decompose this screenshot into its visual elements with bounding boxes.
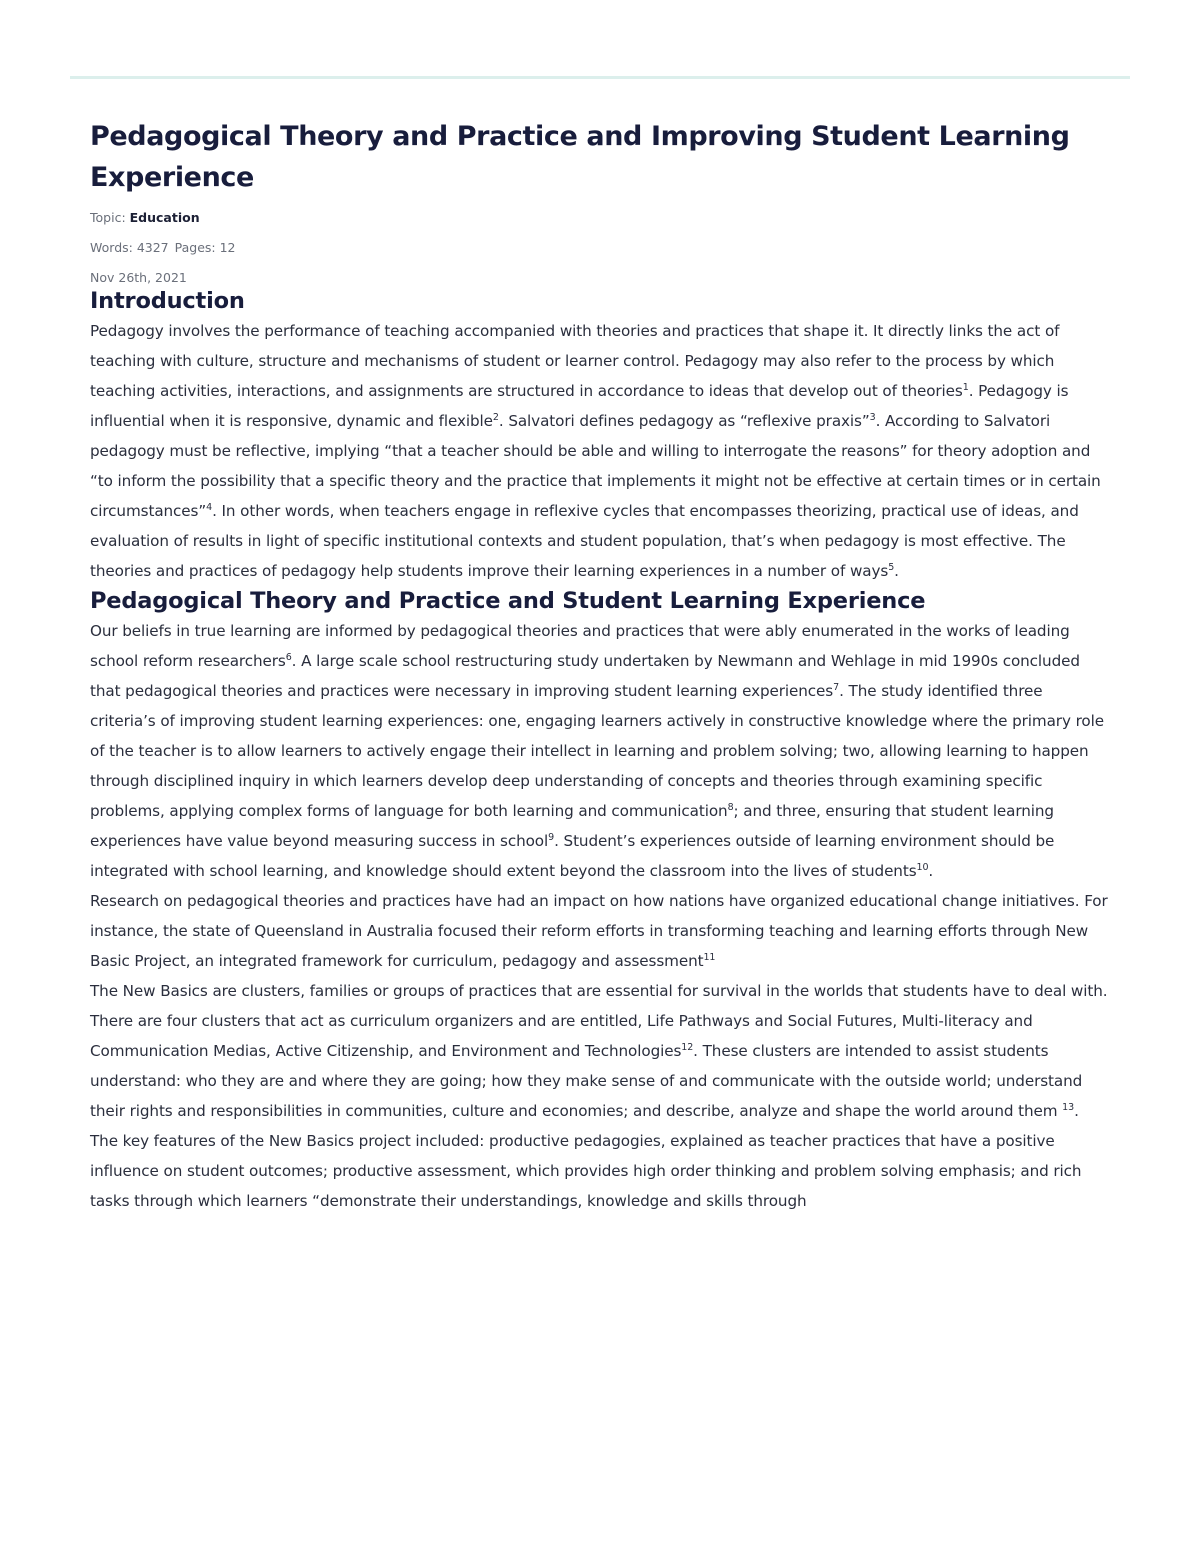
- word-page-count: [90, 240, 1112, 256]
- paragraph: The key features of the New Basics project included: productive pedagogies, explained as teacher practices that have a positive influence on student outcomes; productive assessment, which provides high order thinking and problem solving emphasis; and rich tasks through which learners “demonstrate their understandings, knowledge and skills through: [90, 1132, 1082, 1210]
- top-divider: [70, 76, 1130, 79]
- footnote-ref[interactable]: 12: [681, 1042, 694, 1053]
- footnote-ref[interactable]: 3: [869, 412, 876, 423]
- footnote-ref[interactable]: 9: [548, 832, 555, 843]
- paragraph: The New Basics are clusters, families or groups of practices that are essential for survival in the worlds that students have to deal with. There are four clusters that act as curriculum organizers and are entitled, Life Pathways and Social Futures, Multi-literacy and Communication Medias, Active Citizenship, and Environment and Technologies$^{12}$. These clusters are intended to assist students understand: who they are and where they are going; how they make sense of and communicate with the outside world; understand their rights and responsibilities in communities, culture and economies; and describe, analyze and shape the world around them $^{13}$.: [90, 982, 1108, 1120]
- paragraph: Our beliefs in true learning are informed by pedagogical theories and practices that were ably enumerated in the works of leading school reform researchers$^6$. A large scale school restructuring study undertaken by Newmann and Wehlage in mid 1990s concluded that pedagogical theories and practices were necessary in improving student learning experiences$^7$. The study identified three criteria’s of improving student learning experiences: one, engaging learners actively in constructive knowledge where the primary role of the teacher is to allow learners to actively engage their intellect in learning and problem solving; two, allowing learning to happen through disciplined inquiry in which learners develop deep understanding of concepts and theories through examining specific problems, applying complex forms of language for both learning and communication$^8$; and three, ensuring that student learning experiences have value beyond measuring success in school$^9$. Student’s experiences outside of learning environment should be integrated with school learning, and knowledge should extent beyond the classroom into the lives of students$^{10}$.: [90, 622, 1104, 880]
- page-count: Pages: 12: [174, 240, 236, 255]
- topic-value[interactable]: Education: [129, 210, 200, 225]
- topic-label: Topic:: [90, 210, 126, 225]
- section-heading-theory-practice: Pedagogical Theory and Practice and Student Learning Experience: [90, 588, 926, 614]
- footnote-ref[interactable]: 6: [285, 652, 292, 663]
- footnote-ref[interactable]: 13: [1062, 1102, 1075, 1113]
- word-count: Words: 4327: [90, 240, 169, 255]
- topic-line: [90, 210, 1112, 226]
- document-title: Pedagogical Theory and Practice and Improving Student Learning Experience: [90, 121, 1070, 193]
- footnote-ref[interactable]: 1: [962, 382, 969, 393]
- footnote-ref[interactable]: 10: [916, 862, 929, 873]
- document-body: [90, 116, 1112, 1216]
- footnote-ref[interactable]: 8: [727, 802, 734, 813]
- footnote-ref[interactable]: 11: [703, 952, 716, 963]
- section-heading-introduction: Introduction: [90, 288, 245, 314]
- footnote-ref[interactable]: 5: [888, 562, 895, 573]
- footnote-ref[interactable]: 4: [206, 502, 213, 513]
- publish-date: Nov 26th, 2021: [90, 270, 187, 285]
- footnote-ref[interactable]: 7: [833, 682, 840, 693]
- paragraph: Pedagogy involves the performance of teaching accompanied with theories and practices that shape it. It directly links the act of teaching with culture, structure and mechanisms of student or learner control. Pedagogy may also refer to the process by which teaching activities, interactions, and assignments are structured in accordance to ideas that develop out of theories$^1$. Pedagogy is influential when it is responsive, dynamic and flexible$^2$. Salvatori defines pedagogy as “reflexive praxis”$^3$. According to Salvatori pedagogy must be reflective, implying “that a teacher should be able and willing to interrogate the reasons” for theory adoption and “to inform the possibility that a specific theory and the practice that implements it might not be effective at certain times or in certain circumstances”$^4$. In other words, when teachers engage in reflexive cycles that encompasses theorizing, practical use of ideas, and evaluation of results in light of specific institutional contexts and student population, that’s when pedagogy is most effective. The theories and practices of pedagogy help students improve their learning experiences in a number of ways$^5$.: [90, 322, 1101, 580]
- paragraph: Research on pedagogical theories and practices have had an impact on how nations have organized educational change initiatives. For instance, the state of Queensland in Australia focused their reform efforts in transforming teaching and learning efforts through New Basic Project, an integrated framework for curriculum, pedagogy and assessment$^{11}$: [90, 892, 1108, 970]
- footnote-ref[interactable]: 2: [492, 412, 499, 423]
